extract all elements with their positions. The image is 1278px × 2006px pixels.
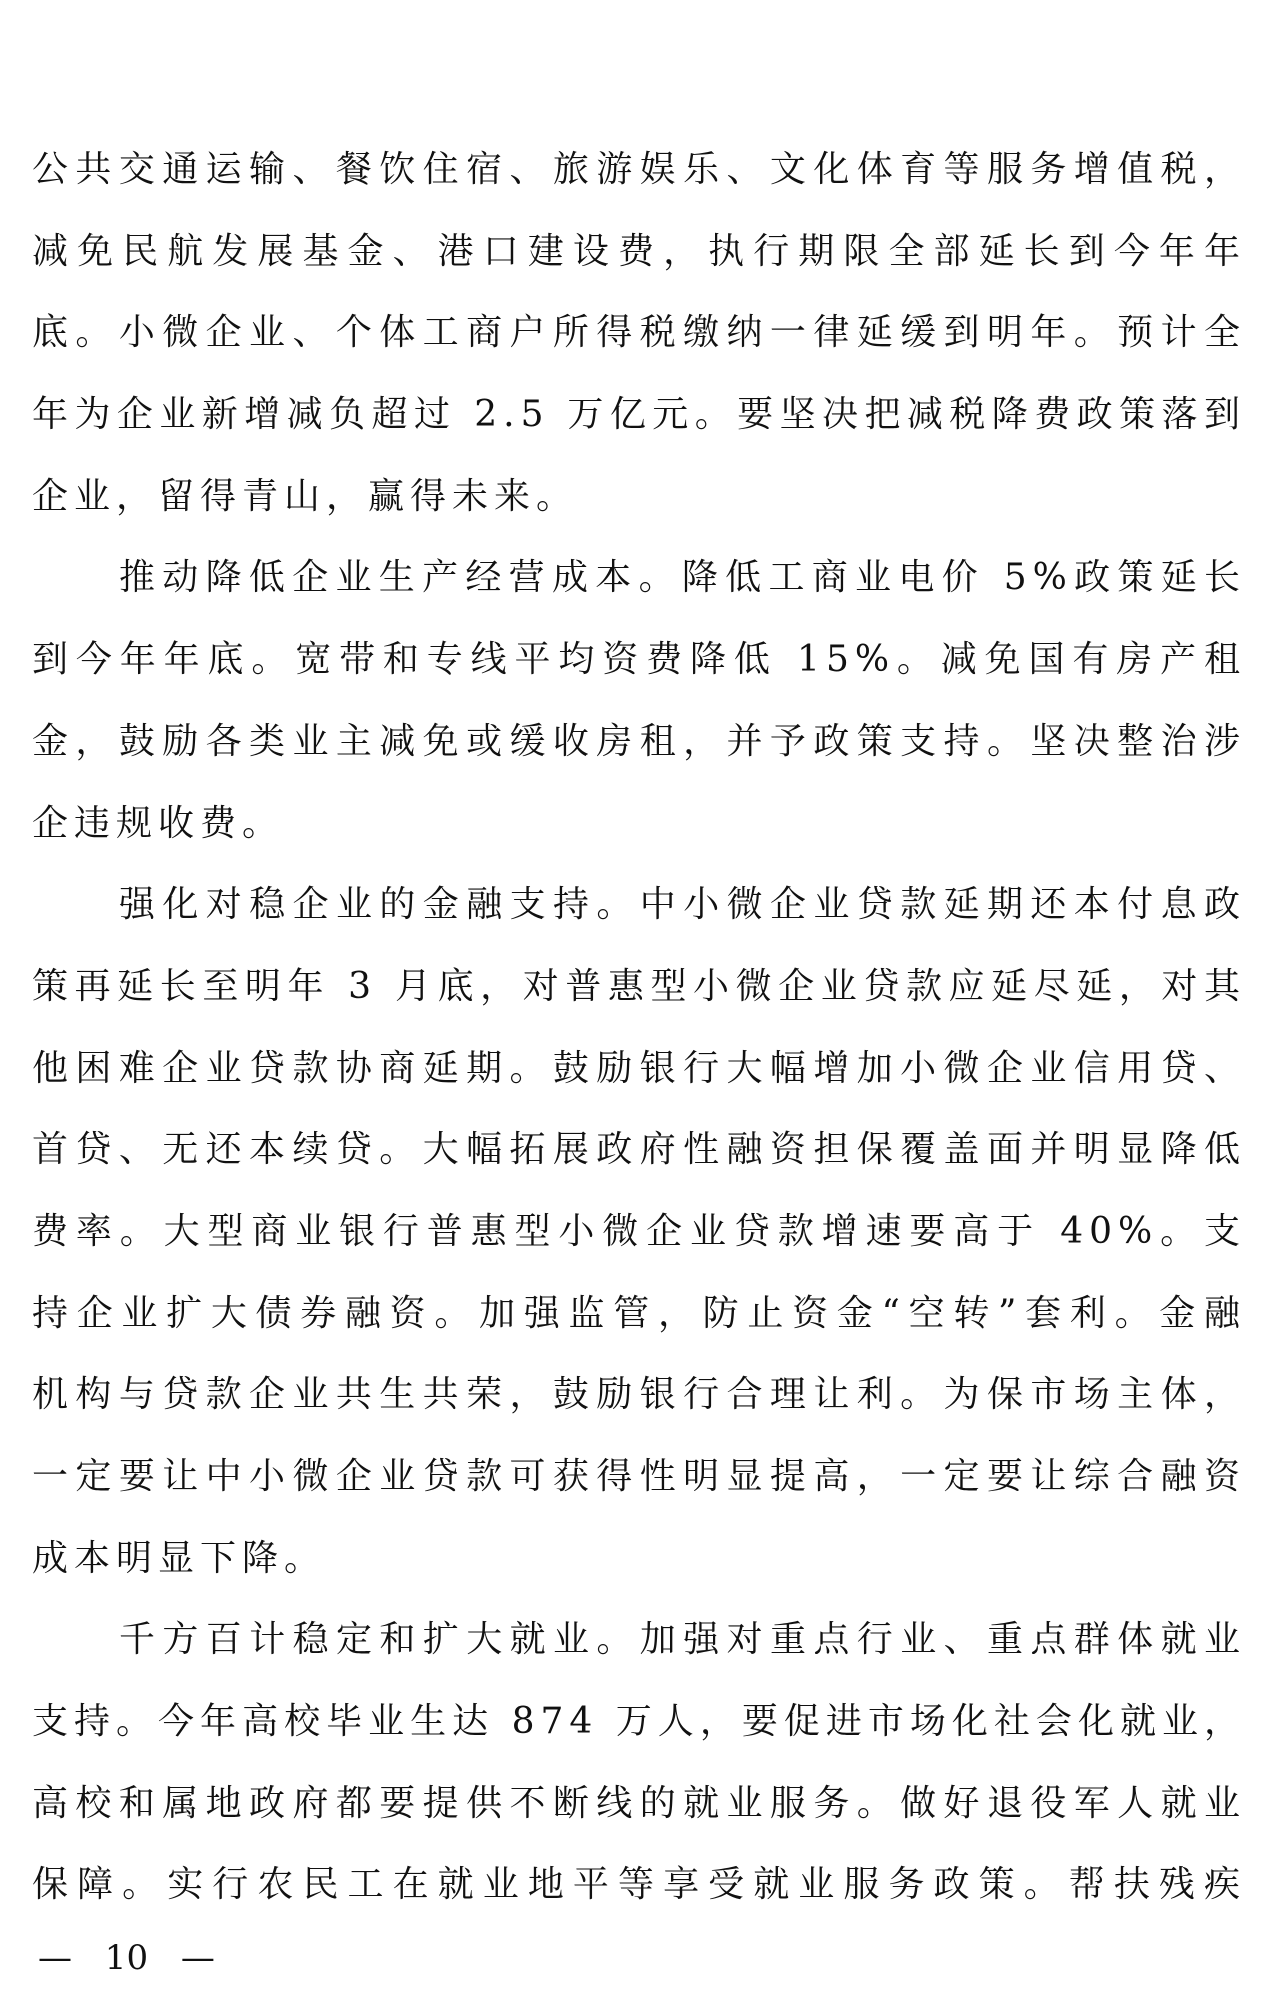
text-line: 公共交通运输、餐饮住宿、旅游娱乐、文化体育等服务增值税， bbox=[32, 149, 1246, 190]
text-line: 一定要让中小微企业贷款可获得性明显提高，一定要让综合融资 bbox=[32, 1456, 1246, 1497]
paragraph-financial-support bbox=[32, 864, 1246, 1599]
paragraph-tax-relief bbox=[32, 129, 1246, 537]
text-line: 持企业扩大债券融资。加强监管，防止资金“空转”套利。金融 bbox=[32, 1292, 1246, 1334]
paragraph-reduce-costs bbox=[32, 537, 1246, 864]
text-line: 他困难企业贷款协商延期。鼓励银行大幅增加小微企业信用贷、 bbox=[32, 1047, 1246, 1089]
text-line: 企业，留得青山，赢得未来。 bbox=[32, 475, 579, 517]
text-line: 费率。大型商业银行普惠型小微企业贷款增速要高于 40%。支 bbox=[32, 1210, 1246, 1252]
text-line: 年为企业新增减负超过 2.5 万亿元。要坚决把减税降费政策落到 bbox=[32, 394, 1246, 436]
text-line: 金，鼓励各类业主减免或缓收房租，并予政策支持。坚决整治涉 bbox=[32, 720, 1246, 762]
text-line: 企违规收费。 bbox=[32, 802, 285, 844]
text-line: 到今年年底。宽带和专线平均资费降低 15%。减免国有房产租 bbox=[32, 639, 1246, 681]
text-line: 成本明显下降。 bbox=[32, 1537, 327, 1579]
text-line: 千方百计稳定和扩大就业。加强对重点行业、重点群体就业 bbox=[119, 1619, 1246, 1661]
text-line: 机构与贷款企业共生共荣，鼓励银行合理让利。为保市场主体， bbox=[32, 1374, 1246, 1416]
text-line: 推动降低企业生产经营成本。降低工商业电价 5%政策延长 bbox=[119, 557, 1246, 599]
text-line: 减免民航发展基金、港口建设费，执行期限全部延长到今年年 bbox=[32, 230, 1246, 272]
text-line: 底。小微企业、个体工商户所得税缴纳一律延缓到明年。预计全 bbox=[32, 312, 1246, 354]
text-line: 支持。今年高校毕业生达 874 万人，要促进市场化社会化就业， bbox=[32, 1701, 1246, 1743]
text-line: 策再延长至明年 3 月底，对普惠型小微企业贷款应延尽延，对其 bbox=[32, 965, 1246, 1007]
text-line: 高校和属地政府都要提供不断线的就业服务。做好退役军人就业 bbox=[32, 1782, 1246, 1824]
paragraph-employment bbox=[32, 1599, 1246, 1926]
text-line: 强化对稳企业的金融支持。中小微企业贷款延期还本付息政 bbox=[119, 884, 1246, 926]
page-number: — 10 — bbox=[38, 1938, 215, 1978]
body-text bbox=[32, 129, 1246, 1926]
text-line: 首贷、无还本续贷。大幅拓展政府性融资担保覆盖面并明显降低 bbox=[32, 1129, 1246, 1171]
text-line: 保障。实行农民工在就业地平等享受就业服务政策。帮扶残疾 bbox=[32, 1864, 1246, 1906]
